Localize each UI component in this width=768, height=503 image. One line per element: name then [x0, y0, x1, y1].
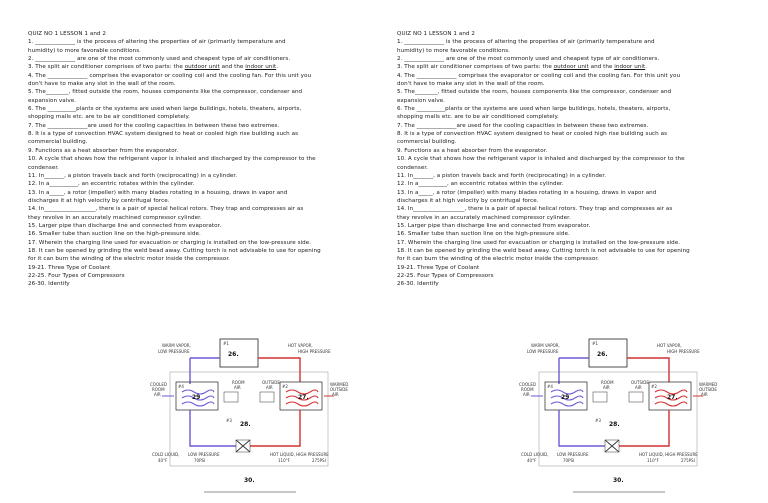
- hot-vapor-label: HOT VAPOR,: [288, 343, 313, 348]
- quiz-line: [397, 63, 749, 71]
- quiz-line: [28, 63, 380, 71]
- line-text: 13. In a_____, a rotor (impeller) with many blades rotating in a housing, draws in vapor and: [397, 189, 657, 196]
- quiz-line: [397, 88, 749, 96]
- answer-28: 28.: [609, 421, 620, 428]
- quiz-line: [397, 272, 749, 280]
- quiz-line: [397, 189, 749, 197]
- line-text: 6. The __________plants or the systems are used when large buildings, hotels, theaters, airports,: [397, 106, 671, 113]
- outdoor-fan: [260, 392, 274, 402]
- quiz-line: [397, 164, 749, 172]
- line-text: commercial building.: [28, 139, 88, 146]
- quiz-line: [397, 130, 749, 138]
- quiz-line: [397, 72, 749, 80]
- indoor-fan: [224, 392, 238, 402]
- hot-liquid-label: HOT LIQUID, HIGH PRESSURE: [270, 452, 329, 457]
- line-text: 15. Larger pipe than discharge line and connected from evaporator.: [28, 222, 222, 229]
- line-text: 10. A cycle that shows how the refrigerant vapor is inhaled and discharged by the compressor to the: [397, 156, 685, 163]
- low-pressure-value-label: 70PSI: [194, 458, 206, 463]
- quiz-line: [397, 122, 749, 130]
- line-text: 17. Wherein the charging line used for evacuation or charging is installed on the low-pressure side.: [397, 239, 681, 246]
- quiz-line: [28, 197, 380, 205]
- line-text: 15. Larger pipe than discharge line and connected from evaporator.: [397, 222, 591, 229]
- low-pressure-label: LOW PRESSURE: [527, 349, 559, 354]
- air-label: AIR: [332, 392, 339, 397]
- underlined-term: outdoor unit: [184, 64, 220, 71]
- room-air-label-2: AIR: [603, 385, 610, 390]
- marker-1: #1: [592, 341, 598, 346]
- quiz-line: [397, 55, 749, 63]
- line-text: 14. In__________________, there is a pair of special helical rotors. They trap and compresses air as: [397, 206, 673, 213]
- cold-temp-label: 40°F: [527, 458, 537, 463]
- quiz-title: QUIZ NO 1 LESSON 1 and 2: [28, 31, 106, 37]
- line-text: 19-21. Three Type of Coolant: [28, 264, 111, 271]
- hot-vapor-label: HOT VAPOR,: [657, 343, 682, 348]
- line-text: 10. A cycle that shows how the refrigerant vapor is inhaled and discharged by the compressor to the: [28, 156, 316, 163]
- quiz-line: [397, 247, 749, 255]
- line-text: 18. It can be opened by grinding the weld bead away. Cutting torch is not advisable to use for opening: [28, 247, 321, 254]
- quiz-line: [397, 80, 749, 88]
- line-text: expansion valve.: [397, 97, 446, 104]
- hot-temp-label: 110°F: [647, 458, 659, 463]
- quiz-title: QUIZ NO 1 LESSON 1 and 2: [397, 31, 475, 37]
- line-text: 12. In a__________, an eccentric rotates within the cylinder.: [28, 181, 195, 188]
- quiz-line: [28, 105, 380, 113]
- quiz-line: [397, 205, 749, 213]
- outside-air-label-2: AIR: [635, 385, 642, 390]
- line-text: 3. The split air conditioner comprises of two parts: the: [397, 64, 554, 71]
- line-text: 5. The________, fitted outside the room, houses components like the compressor, condenser and: [28, 89, 303, 96]
- quiz-line: [28, 230, 380, 238]
- quiz-line: [28, 97, 380, 105]
- quiz-line: [28, 113, 380, 121]
- underlined-term: outdoor unit: [553, 64, 589, 71]
- quiz-line: [28, 47, 380, 55]
- line-text: 2. ______________ are one of the most commonly used and cheapest type of air conditioners.: [397, 56, 660, 63]
- line-text: .: [276, 64, 279, 71]
- refrigeration-cycle-diagram: [148, 336, 358, 496]
- line-text: 12. In a__________, an eccentric rotates within the cylinder.: [397, 181, 564, 188]
- expansion-valve-icon: [605, 440, 619, 452]
- quiz-lines: [28, 38, 380, 288]
- quiz-line: [28, 80, 380, 88]
- quiz-line: [397, 97, 749, 105]
- answer-26: 26.: [597, 351, 608, 358]
- line-text: they revolve in an accurately machined compressor cylinder.: [397, 214, 571, 221]
- quiz-line: [28, 130, 380, 138]
- quiz-line: [28, 205, 380, 213]
- quiz-line: [28, 272, 380, 280]
- quiz-line: [28, 180, 380, 188]
- warm-vapor-label: WARM VAPOR,: [162, 343, 191, 348]
- answer-26: 26.: [228, 351, 239, 358]
- line-text: 13. In a_____, a rotor (impeller) with many blades rotating in a housing, draws in vapor and: [28, 189, 288, 196]
- line-text: 5. The________, fitted outside the room, houses components like the compressor, condenser and: [397, 89, 672, 96]
- answer-30: 30.: [244, 477, 255, 484]
- quiz-line: [397, 138, 749, 146]
- high-pressure-value-label: 275PSI: [681, 458, 695, 463]
- line-text: for it can burn the winding of the electric motor inside the compressor.: [397, 256, 599, 263]
- line-text: shopping malls etc. are to be air conditioned completely.: [28, 114, 190, 121]
- line-text: don't have to make any slot in the wall of the room.: [28, 81, 176, 88]
- liquid-line-high: [619, 410, 669, 446]
- quiz-line: [28, 172, 380, 180]
- cooled-label: COOLED: [519, 382, 536, 387]
- line-text: and the: [219, 64, 246, 71]
- line-text: 11. In_______, a piston travels back and forth (reciprocating) in a cylinder.: [28, 172, 238, 179]
- quiz-line: [397, 264, 749, 272]
- line-text: commercial building.: [397, 139, 457, 146]
- line-text: 26-30. Identify: [28, 281, 70, 288]
- refrigeration-cycle-diagram: [517, 336, 727, 496]
- underlined-term: indoor unit: [245, 64, 277, 71]
- liquid-line-low: [559, 410, 605, 446]
- warm-vapor-label: WARM VAPOR,: [531, 343, 560, 348]
- quiz-line: [28, 280, 380, 288]
- line-text: 4. The ______________ comprises the evaporator or cooling coil and the cooling fan. For this unit you: [397, 72, 681, 79]
- quiz-line: [28, 164, 380, 172]
- discharge-line: [258, 358, 300, 382]
- line-text: humidity) to more favorable conditions.: [28, 47, 142, 54]
- answer-30: 30.: [613, 477, 624, 484]
- line-text: 8. It is a type of convection HVAC system designed to heat or cooled high rise building such as: [397, 131, 668, 138]
- line-text: 4. The ______________ comprises the evaporator or cooling coil and the cooling fan. For this unit you: [28, 72, 312, 79]
- outside-air-label: OUTSIDE: [631, 380, 649, 385]
- quiz-line: [28, 147, 380, 155]
- high-pressure-value-label: 275PSI: [312, 458, 326, 463]
- quiz-line: [28, 189, 380, 197]
- marker-2: #2: [651, 384, 657, 389]
- line-text: 6. The __________plants or the systems are used when large buildings, hotels, theaters, airports,: [28, 106, 302, 113]
- high-pressure-label: HIGH PRESSURE: [667, 349, 700, 354]
- line-text: 19-21. Three Type of Coolant: [397, 264, 480, 271]
- quiz-line: [28, 55, 380, 63]
- outside-label: OUTSIDE: [330, 387, 348, 392]
- quiz-column-left: [28, 30, 380, 289]
- quiz-column-right: [397, 30, 749, 289]
- marker-4: #4: [178, 384, 184, 389]
- low-pressure-label: LOW PRESSURE: [158, 349, 190, 354]
- quiz-line: [397, 105, 749, 113]
- outside-label: OUTSIDE: [699, 387, 717, 392]
- quiz-line: [397, 180, 749, 188]
- quiz-line: [28, 138, 380, 146]
- hot-temp-label: 110°F: [278, 458, 290, 463]
- refrigeration-cycle-svg: [148, 336, 358, 496]
- cold-temp-label: 40°F: [158, 458, 168, 463]
- line-text: 7. The ______________are used for the cooling capacities in between these two extremes.: [28, 122, 280, 129]
- line-text: 22-25. Four Types of Compressors: [28, 272, 125, 279]
- line-text: discharges it at high velocity by centrifugal force.: [397, 197, 539, 204]
- answer-29: 29: [561, 394, 570, 401]
- quiz-line: [28, 214, 380, 222]
- quiz-line: [397, 214, 749, 222]
- hot-liquid-label: HOT LIQUID, HIGH PRESSURE: [639, 452, 698, 457]
- line-text: 16. Smaller tube than suction line on the high-pressure side.: [397, 231, 570, 238]
- quiz-line: [397, 239, 749, 247]
- quiz-line: [397, 230, 749, 238]
- line-text: 8. It is a type of convection HVAC system designed to heat or cooled high rise building such as: [28, 131, 299, 138]
- line-text: 7. The ______________are used for the cooling capacities in between these two extremes.: [397, 122, 649, 129]
- answer-27: 27.: [298, 394, 309, 401]
- line-text: 16. Smaller tube than suction line on the high-pressure side.: [28, 231, 201, 238]
- quiz-line: [28, 239, 380, 247]
- line-text: expansion valve.: [28, 97, 77, 104]
- quiz-line: [28, 72, 380, 80]
- warmed-label: WARMED: [330, 382, 349, 387]
- refrigeration-cycle-svg: [517, 336, 727, 496]
- quiz-line: [28, 88, 380, 96]
- line-text: they revolve in an accurately machined compressor cylinder.: [28, 214, 202, 221]
- line-text: 1. ______________ is the process of altering the properties of air (primarily temperature and: [397, 39, 655, 46]
- line-text: condenser.: [28, 164, 59, 171]
- line-text: shopping malls etc. are to be air conditioned completely.: [397, 114, 559, 121]
- quiz-line: [397, 47, 749, 55]
- cooled-label: COOLED: [150, 382, 167, 387]
- quiz-line: [28, 38, 380, 46]
- liquid-line-high: [250, 410, 300, 446]
- line-text: 1. ______________ is the process of altering the properties of air (primarily temperature and: [28, 39, 286, 46]
- line-text: 9. Functions as a heat absorber from the evaporator.: [397, 147, 548, 154]
- cold-liquid-label: COLD LIQUID,: [521, 452, 549, 457]
- line-text: 11. In_______, a piston travels back and forth (reciprocating) in a cylinder.: [397, 172, 607, 179]
- line-text: don't have to make any slot in the wall of the room.: [397, 81, 545, 88]
- room-air-label: ROOM: [601, 380, 614, 385]
- expansion-valve-icon: [236, 440, 250, 452]
- line-text: for it can burn the winding of the electric motor inside the compressor.: [28, 256, 230, 263]
- indoor-fan: [593, 392, 607, 402]
- quiz-line: [397, 113, 749, 121]
- line-text: 26-30. Identify: [397, 281, 439, 288]
- air-label: AIR: [523, 392, 530, 397]
- line-text: 17. Wherein the charging line used for evacuation or charging is installed on the low-pressure side.: [28, 239, 312, 246]
- quiz-line: [397, 197, 749, 205]
- quiz-line: [397, 147, 749, 155]
- outside-air-label: OUTSIDE: [262, 380, 280, 385]
- room-air-label: ROOM: [232, 380, 245, 385]
- line-text: 18. It can be opened by grinding the weld bead away. Cutting torch is not advisable to use for opening: [397, 247, 690, 254]
- cold-liquid-label: COLD LIQUID,: [152, 452, 180, 457]
- line-text: 2. ______________ are one of the most commonly used and cheapest type of air conditioners.: [28, 56, 291, 63]
- answer-28: 28.: [240, 421, 251, 428]
- line-text: and the: [588, 64, 615, 71]
- quiz-line: [28, 247, 380, 255]
- marker-3: #3: [595, 418, 601, 423]
- answer-29: 29: [192, 394, 201, 401]
- low-pressure-value-label: 70PSI: [563, 458, 575, 463]
- quiz-line: [28, 155, 380, 163]
- line-text: condenser.: [397, 164, 428, 171]
- quiz-line: [28, 222, 380, 230]
- line-text: 14. In__________________, there is a pair of special helical rotors. They trap and compresses air as: [28, 206, 304, 213]
- quiz-line: [28, 264, 380, 272]
- quiz-line: [397, 155, 749, 163]
- discharge-line: [627, 358, 669, 382]
- outside-air-label-2: AIR: [266, 385, 273, 390]
- line-text: humidity) to more favorable conditions.: [397, 47, 511, 54]
- quiz-line: [397, 280, 749, 288]
- low-pressure-bottom-label: LOW PRESSURE: [557, 452, 589, 457]
- underlined-term: indoor unit: [614, 64, 646, 71]
- quiz-line: [28, 122, 380, 130]
- quiz-line: [397, 222, 749, 230]
- marker-1: #1: [223, 341, 229, 346]
- outdoor-fan: [629, 392, 643, 402]
- low-pressure-bottom-label: LOW PRESSURE: [188, 452, 220, 457]
- answer-27: 27.: [667, 394, 678, 401]
- liquid-line-low: [190, 410, 236, 446]
- room-label: ROOM: [152, 387, 165, 392]
- line-text: 3. The split air conditioner comprises of two parts: the: [28, 64, 185, 71]
- line-text: .: [645, 64, 648, 71]
- marker-4: #4: [547, 384, 553, 389]
- quiz-line: [28, 255, 380, 263]
- warmed-label: WARMED: [699, 382, 718, 387]
- marker-2: #2: [282, 384, 288, 389]
- quiz-line: [397, 38, 749, 46]
- line-text: 9. Functions as a heat absorber from the evaporator.: [28, 147, 179, 154]
- high-pressure-label: HIGH PRESSURE: [298, 349, 331, 354]
- line-text: 22-25. Four Types of Compressors: [397, 272, 494, 279]
- room-label: ROOM: [521, 387, 534, 392]
- room-air-label-2: AIR: [234, 385, 241, 390]
- quiz-lines: [397, 38, 749, 288]
- air-label: AIR: [701, 392, 708, 397]
- marker-3: #3: [226, 418, 232, 423]
- quiz-line: [397, 172, 749, 180]
- quiz-line: [397, 255, 749, 263]
- line-text: discharges it at high velocity by centrifugal force.: [28, 197, 170, 204]
- air-label: AIR: [154, 392, 161, 397]
